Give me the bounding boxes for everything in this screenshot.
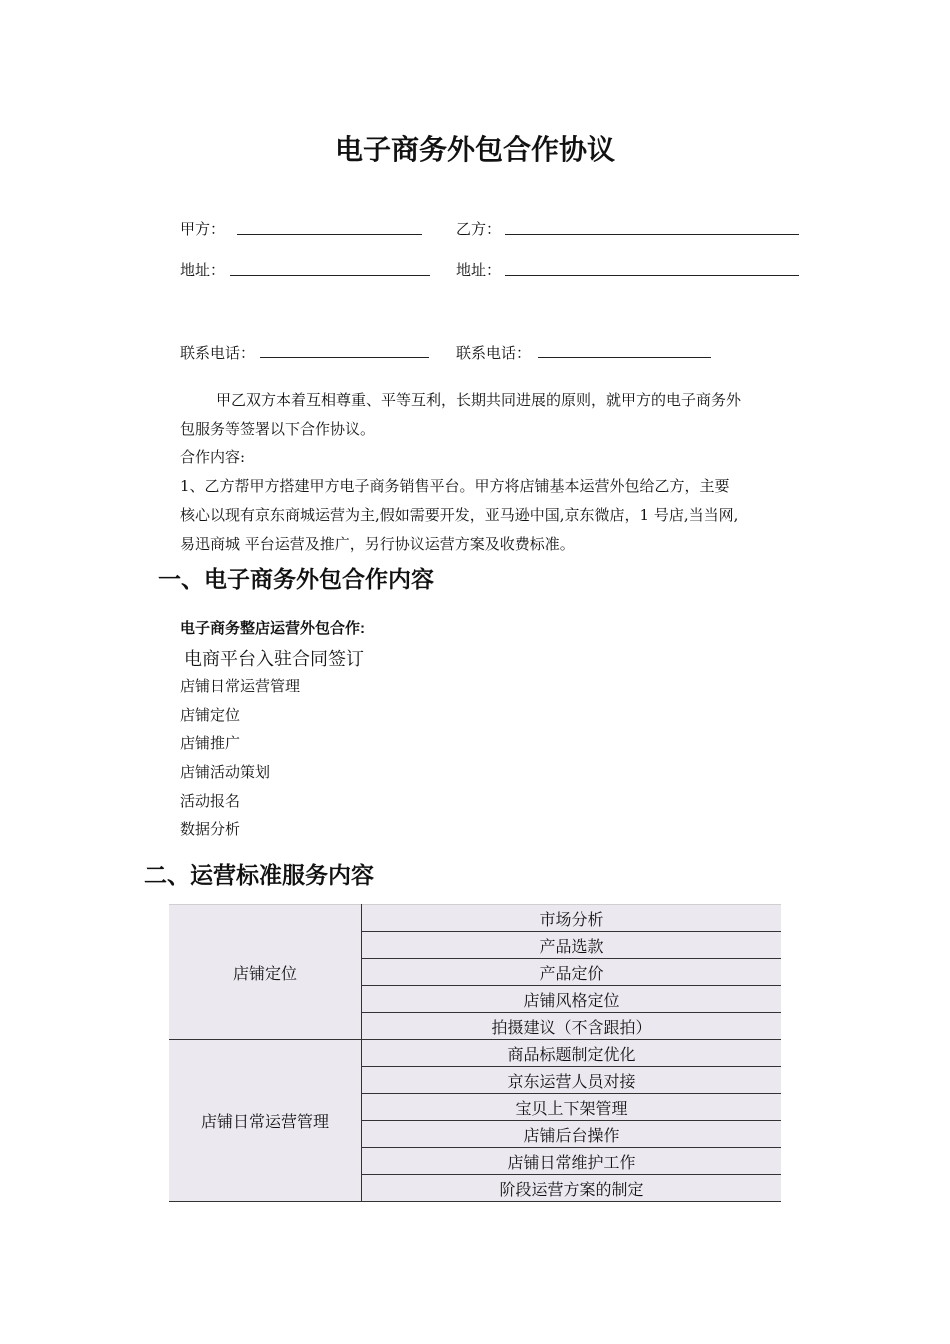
intro-para-line2: 包服务等签署以下合作协议。 bbox=[180, 420, 376, 438]
service-cell: 店铺日常维护工作 bbox=[362, 1148, 782, 1175]
service-cell: 拍摄建议（不含跟拍） bbox=[362, 1013, 782, 1040]
service-cell: 店铺后台操作 bbox=[362, 1121, 782, 1148]
list-item: 店铺推广 bbox=[180, 734, 241, 752]
service-table bbox=[169, 904, 781, 1202]
address-b-label: 地址： bbox=[456, 261, 502, 279]
section2-heading: 二、运营标准服务内容 bbox=[144, 863, 374, 889]
phone-b-label: 联系电话： bbox=[456, 344, 532, 362]
page-title: 电子商务外包合作协议 bbox=[334, 133, 615, 166]
address-a-line bbox=[230, 275, 430, 276]
group-cell: 店铺日常运营管理 bbox=[169, 1040, 362, 1202]
service-cell: 店铺风格定位 bbox=[362, 986, 782, 1013]
intro-para-line1: 甲乙双方本着互相尊重、平等互利，长期共同进展的原则，就甲方的电子商务外 bbox=[216, 391, 742, 409]
list-item: 活动报名 bbox=[180, 792, 241, 810]
list-item: 店铺定位 bbox=[180, 706, 241, 724]
list-item: 电商平台入驻合同签订 bbox=[184, 649, 364, 670]
section1-subheading: 电子商务整店运营外包合作: bbox=[180, 620, 365, 637]
service-cell: 阶段运营方案的制定 bbox=[362, 1175, 782, 1202]
list-item: 数据分析 bbox=[180, 820, 241, 838]
address-b-line bbox=[505, 275, 799, 276]
section1-heading: 一、电子商务外包合作内容 bbox=[158, 567, 434, 593]
table-row bbox=[169, 905, 781, 932]
cooperation-label: 合作内容: bbox=[180, 448, 246, 466]
group-cell: 店铺定位 bbox=[169, 905, 362, 1040]
service-cell: 产品选款 bbox=[362, 932, 782, 959]
list-item: 店铺日常运营管理 bbox=[180, 677, 301, 695]
party-b-line bbox=[505, 234, 799, 235]
party-a-line bbox=[237, 234, 422, 235]
item1-line1: 1、乙方帮甲方搭建甲方电子商务销售平台。甲方将店铺基本运营外包给乙方，主要 bbox=[180, 477, 730, 495]
service-cell: 产品定价 bbox=[362, 959, 782, 986]
item1-line3: 易迅商城 平台运营及推广，另行协议运营方案及收费标准。 bbox=[180, 535, 575, 553]
party-b-label: 乙方： bbox=[456, 220, 502, 238]
service-cell: 京东运营人员对接 bbox=[362, 1067, 782, 1094]
list-item: 店铺活动策划 bbox=[180, 763, 271, 781]
phone-b-line bbox=[538, 357, 711, 358]
party-a-label: 甲方： bbox=[180, 220, 226, 238]
table-row bbox=[169, 1040, 781, 1067]
item1-line2: 核心以现有京东商城运营为主,假如需要开发，亚马逊中国,京东微店，1 号店,当当网, bbox=[180, 506, 739, 524]
service-cell: 宝贝上下架管理 bbox=[362, 1094, 782, 1121]
service-cell: 商品标题制定优化 bbox=[362, 1040, 782, 1067]
service-cell: 市场分析 bbox=[362, 905, 782, 932]
phone-a-label: 联系电话： bbox=[180, 344, 256, 362]
phone-a-line bbox=[260, 357, 429, 358]
address-a-label: 地址： bbox=[180, 261, 226, 279]
